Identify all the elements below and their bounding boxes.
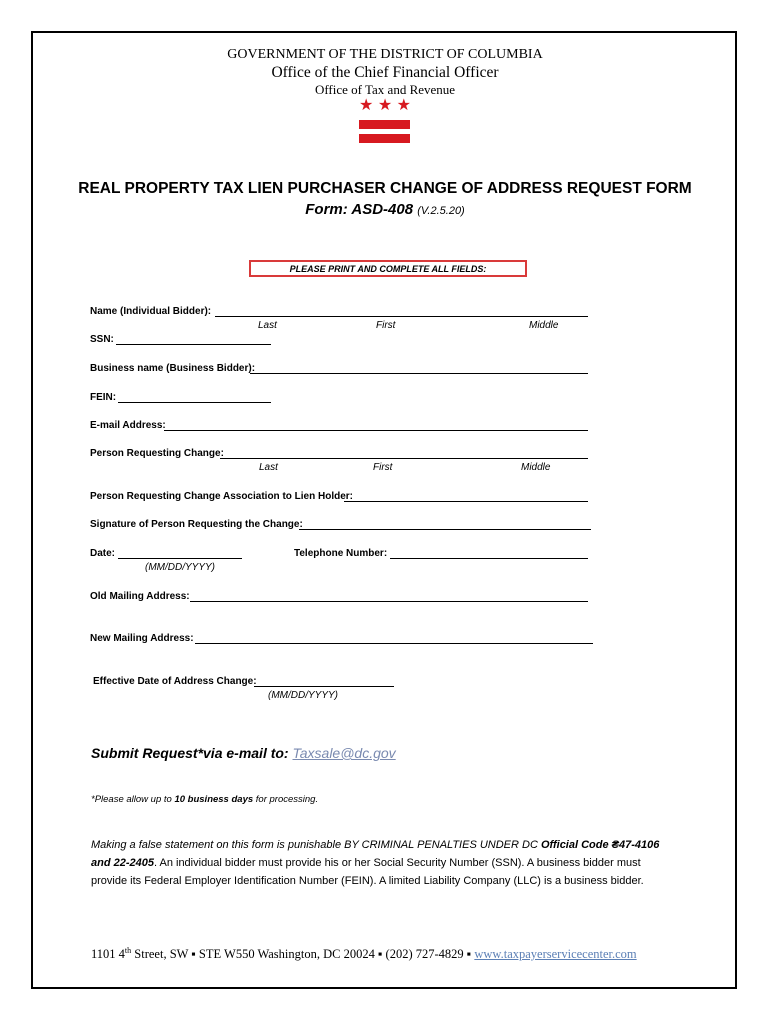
person-sub-last: Last (259, 462, 278, 473)
telephone-field[interactable] (390, 558, 588, 559)
association-label: Person Requesting Change Association to Lien Holder: (90, 491, 353, 502)
name-field[interactable] (215, 316, 588, 317)
name-sub-last: Last (258, 320, 277, 331)
form-number-text: Form: ASD-408 (305, 201, 414, 218)
legal-ssn-text: . An individual bidder must provide his or her Social Security Number (SSN). A business bidder must (153, 857, 641, 869)
legal-line-3: provide its Federal Employer Identification Number (FEIN). A limited Liability Company (LLC) is a business bidder. (91, 875, 644, 887)
effective-date-label: Effective Date of Address Change: (93, 676, 257, 687)
email-field[interactable] (164, 430, 588, 431)
new-address-field[interactable] (195, 643, 593, 644)
person-requesting-field[interactable] (220, 458, 588, 459)
date-format-hint: (MM/DD/YYYY) (145, 562, 215, 573)
legal-code-ref-2: and 22-2405 (91, 857, 154, 869)
processing-note-days: 10 business days (174, 794, 254, 805)
flag-bar-top (359, 120, 410, 129)
legal-code-ref: Official Code ₴47-4106 (540, 839, 660, 851)
office-otr-heading: Office of Tax and Revenue (314, 82, 456, 97)
footer-street-number: 1101 4 (91, 947, 125, 962)
form-title: REAL PROPERTY TAX LIEN PURCHASER CHANGE OF ADDRESS REQUEST FORM (78, 180, 692, 197)
government-heading: GOVERNMENT OF THE DISTRICT OF COLUMBIA (227, 47, 543, 62)
effective-date-field[interactable] (254, 686, 394, 687)
person-requesting-label: Person Requesting Change: (90, 448, 224, 459)
fein-field[interactable] (118, 402, 271, 403)
date-field[interactable] (118, 558, 242, 559)
email-label: E-mail Address: (90, 420, 166, 431)
form-version: (V.2.5.20) (417, 205, 465, 217)
flag-stars: ★ ★ ★ (359, 97, 411, 114)
association-field[interactable] (344, 501, 588, 502)
flag-bar-bottom (359, 134, 410, 143)
old-address-label: Old Mailing Address: (90, 591, 190, 602)
signature-field[interactable] (299, 529, 591, 530)
business-name-field[interactable] (250, 373, 588, 374)
footer-street-suffix: th (124, 946, 132, 955)
person-sub-first: First (373, 462, 393, 473)
submit-request-text: Submit Request*via e-mail to: (91, 745, 293, 761)
footer-address-text: Street, SW ▪ STE W550 Washington, DC 20024 ▪ (202) 727-4829 ▪ (131, 947, 475, 962)
telephone-label: Telephone Number: (294, 548, 388, 559)
print-all-fields-notice: PLEASE PRINT AND COMPLETE ALL FIELDS: (249, 260, 527, 277)
form-number (0, 201, 770, 218)
effective-date-format-hint: (MM/DD/YYYY) (268, 690, 338, 701)
new-address-label: New Mailing Address: (90, 633, 194, 644)
legal-line-2 (91, 857, 641, 869)
person-sub-middle: Middle (521, 462, 551, 473)
processing-note-suffix: for processing. (253, 794, 319, 805)
taxsale-email-link[interactable]: Taxsale@dc.gov (292, 745, 396, 761)
ssn-field[interactable] (116, 344, 271, 345)
date-label: Date: (90, 548, 116, 559)
office-cfo-heading: Office of the Chief Financial Officer (271, 64, 499, 81)
processing-note (91, 794, 318, 805)
signature-label: Signature of Person Requesting the Change: (90, 519, 303, 530)
business-name-label: Business name (Business Bidder): (90, 363, 256, 374)
name-sub-middle: Middle (529, 320, 559, 331)
old-address-field[interactable] (190, 601, 588, 602)
name-label: Name (Individual Bidder): (90, 306, 212, 317)
ssn-label: SSN: (90, 334, 114, 345)
submit-request-line (91, 745, 396, 761)
legal-penalty-text: Making a false statement on this form is punishable BY CRIMINAL PENALTIES UNDER DC (91, 839, 541, 851)
footer-address (91, 946, 637, 962)
legal-line-1 (91, 839, 659, 851)
processing-note-prefix: *Please allow up to (91, 794, 175, 805)
taxpayer-service-link[interactable]: www.taxpayerservicecenter.com (474, 947, 637, 962)
fein-label: FEIN: (90, 392, 117, 403)
name-sub-first: First (376, 320, 396, 331)
